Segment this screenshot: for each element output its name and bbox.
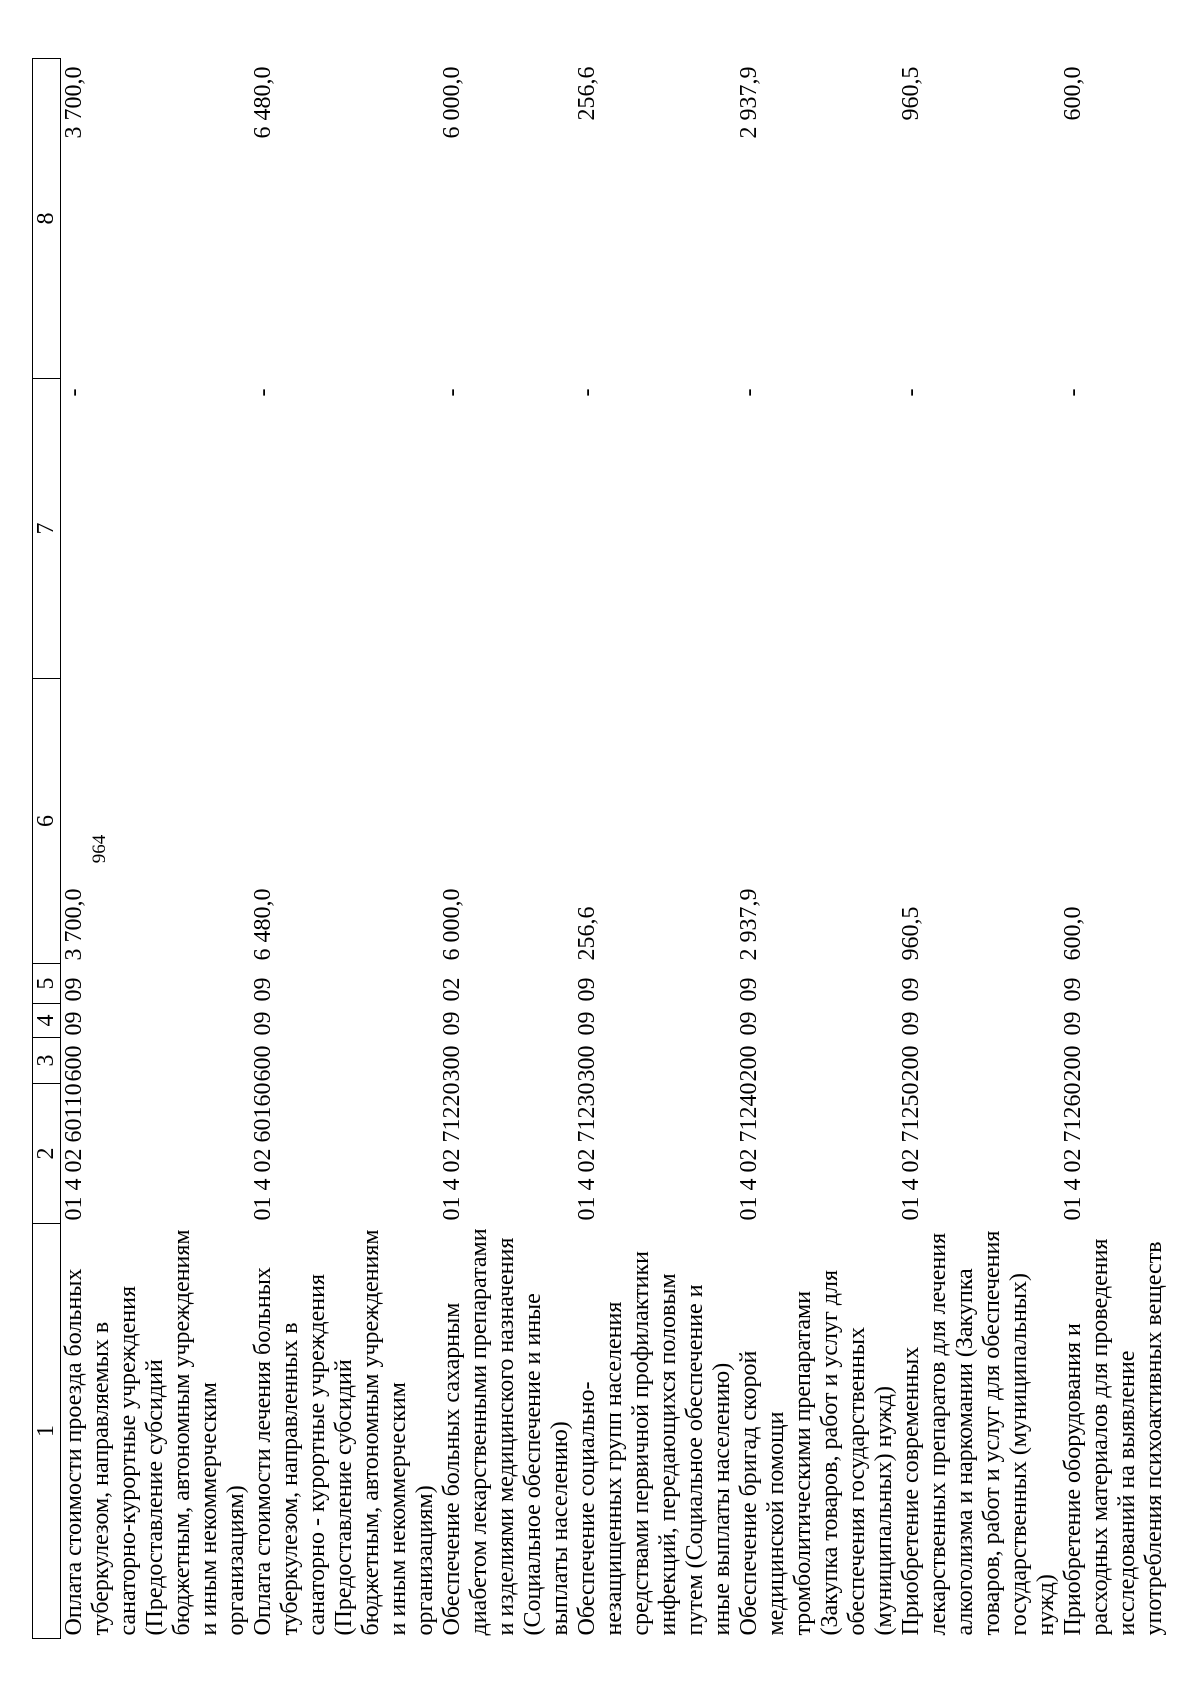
row-col5: 09 [574,977,600,1002]
row-col6: 3 700,0 [61,888,87,961]
row-col7: - [898,388,924,397]
row-col8: 960,5 [898,66,924,121]
table-row [61,59,251,1639]
row-col6: 960,5 [898,906,924,961]
row-col4: 09 [898,1011,924,1036]
table-header [33,59,61,1639]
page-number: 964 [89,834,110,864]
row-code: 01 4 02 60110 [61,1083,87,1221]
row-col8: 2 937,9 [736,66,762,139]
row-col3: 600 [250,1045,276,1082]
rotated-page-content [32,59,1168,1639]
table-row [898,59,1060,1639]
row-name: Обеспечение больных сахарным диабетом лекарственными препаратами и изделиями медицинского назначения (Социальное обеспечение и иные выплаты населению) [439,1228,573,1636]
row-col8: 6 480,0 [250,66,276,139]
row-col6: 600,0 [1060,906,1086,961]
row-col8: 600,0 [1060,66,1086,121]
header-col-1: 1 [33,1224,61,1639]
row-col7: - [574,388,600,397]
header-col-2: 2 [33,1084,61,1224]
row-col4: 09 [1060,1011,1086,1036]
table-row [439,59,574,1639]
row-name: Обеспечение бригад скорой медицинской помощи тромболитическими препаратами (Закупка товаров, работ и услуг для обеспечения государственных (муниципальных) нужд) [736,1269,897,1636]
row-name: Оплата стоимости проезда больных туберкулезом, направляемых в санаторно-курортные учреждения (Предоставление субсидий бюджетным, автономным учреждениям и иным некоммерческим организациям) [61,1229,249,1636]
row-name: Приобретение оборудования и расходных материалов для проведения исследований на выявление употребления психоактивных веществ [1060,1238,1167,1636]
row-col4: 09 [574,1011,600,1036]
row-col3: 600 [61,1045,87,1082]
table-row [574,59,736,1639]
row-col3: 200 [1060,1045,1086,1082]
row-col7: - [439,388,465,397]
table-body [61,59,1169,1639]
row-col8: 3 700,0 [61,66,87,139]
header-col-8: 8 [33,59,61,379]
header-col-6: 6 [33,679,61,964]
row-col3: 200 [736,1045,762,1082]
row-code: 01 4 02 71260 [1060,1082,1086,1221]
row-col5: 09 [736,977,762,1002]
row-code: 01 4 02 71220 [439,1082,465,1221]
row-name: Приобретение современных лекарственных препаратов для лечения алкоголизма и наркомании (Закупка товаров, работ и услуг для обеспечения государственных (муниципальных) нужд) [898,1230,1059,1636]
row-col3: 200 [898,1045,924,1082]
row-code: 01 4 02 71250 [898,1082,924,1221]
row-col4: 09 [439,1011,465,1036]
table-row [250,59,439,1639]
table-row [736,59,898,1639]
row-col7: - [250,388,276,397]
row-col4: 09 [736,1011,762,1036]
row-code: 01 4 02 60160 [250,1082,276,1221]
row-col5: 09 [898,977,924,1002]
header-col-3: 3 [33,1038,61,1084]
row-col4: 09 [61,1011,87,1036]
row-col5: 09 [250,977,276,1002]
table-row [1060,59,1168,1639]
row-col4: 09 [250,1011,276,1036]
row-col5: 02 [439,977,465,1002]
row-col7: - [736,388,762,397]
row-name: Оплата стоимости лечения больных туберкулезом, направленных в санаторно - курортные учреждения (Предоставление субсидий бюджетным, автономным учреждениям и иным некоммерческим организациям) [250,1229,438,1636]
row-code: 01 4 02 71230 [574,1082,600,1221]
row-col6: 6 480,0 [250,888,276,961]
row-name: Обеспечение социально-незащищенных групп населения средствами первичной профилактики инфекций, передающихся половым путем (Социальное обеспечение и иные выплаты населению) [574,1250,735,1636]
row-col8: 256,6 [574,66,600,121]
row-col3: 300 [439,1045,465,1082]
row-col8: 6 000,0 [439,66,465,139]
row-col7: - [61,388,87,397]
row-col7: - [1060,388,1086,397]
header-col-7: 7 [33,379,61,679]
row-col6: 2 937,9 [736,888,762,961]
header-row [33,59,61,1639]
row-col5: 09 [61,977,87,1002]
header-col-4: 4 [33,1004,61,1038]
header-col-5: 5 [33,964,61,1004]
row-col5: 09 [1060,977,1086,1002]
row-col6: 256,6 [574,906,600,961]
row-col3: 300 [574,1045,600,1082]
row-code: 01 4 02 71240 [736,1082,762,1221]
budget-table [32,58,1168,1639]
row-col6: 6 000,0 [439,888,465,961]
